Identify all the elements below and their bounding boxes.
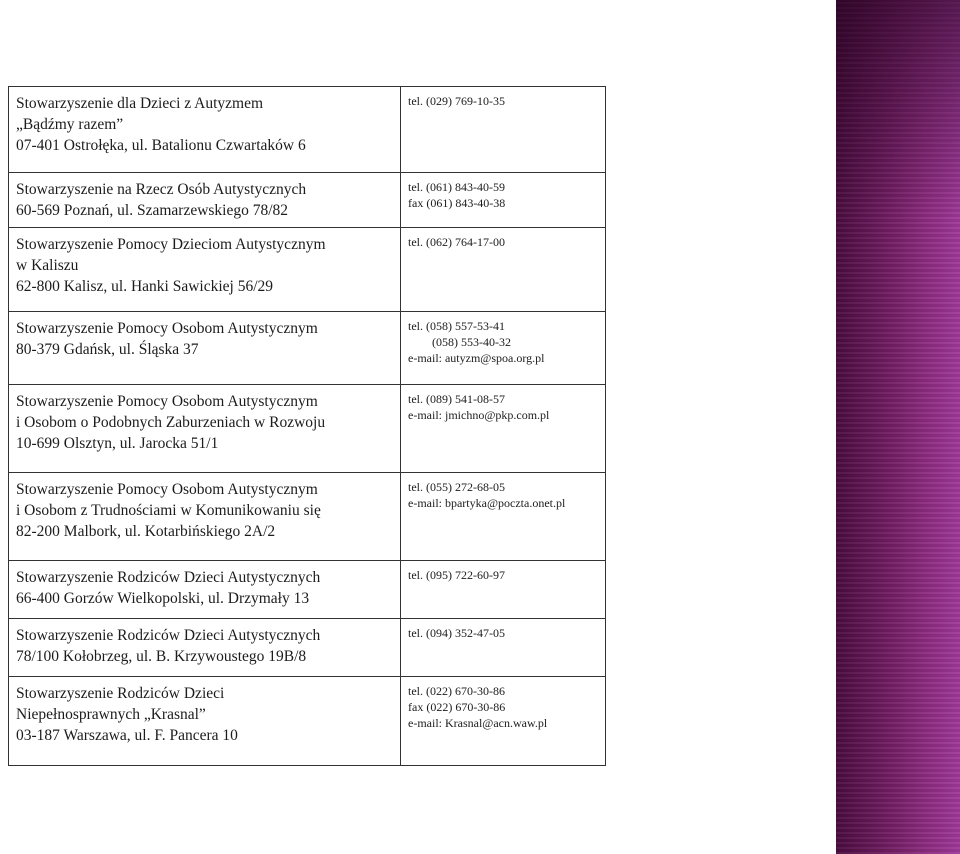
contact-cell — [401, 473, 606, 561]
org-name-continued: i Osobom z Trudnościami w Komunikowaniu się — [16, 502, 321, 519]
org-name-continued: Niepełnosprawnych „Krasnal” — [16, 706, 206, 723]
table-row — [9, 385, 606, 473]
organizations-table — [8, 86, 606, 766]
phone: tel. (089) 541-08-57 — [408, 392, 505, 406]
contact-cell — [401, 173, 606, 228]
org-address: 60-569 Poznań, ul. Szamarzewskiego 78/82 — [16, 202, 289, 219]
org-address: 62-800 Kalisz, ul. Hanki Sawickiej 56/29 — [16, 278, 273, 295]
organization-cell — [9, 561, 401, 619]
table-row — [9, 87, 606, 173]
organization-cell — [9, 677, 401, 766]
email: e-mail: Krasnal@acn.waw.pl — [408, 716, 548, 730]
contact-cell — [401, 561, 606, 619]
org-name: Stowarzyszenie dla Dzieci z Autyzmem — [16, 95, 264, 112]
organization-cell — [9, 385, 401, 473]
phone: tel. (022) 670-30-86 — [408, 684, 505, 698]
decorative-side-bar — [836, 0, 960, 854]
table-row — [9, 561, 606, 619]
fax: fax (061) 843-40-38 — [408, 196, 506, 210]
phone: tel. (062) 764-17-00 — [408, 235, 505, 249]
contact-cell — [401, 312, 606, 385]
contact-cell — [401, 87, 606, 173]
organization-cell — [9, 473, 401, 561]
organization-cell — [9, 312, 401, 385]
org-address: 07-401 Ostrołęka, ul. Batalionu Czwartaków 6 — [16, 137, 306, 154]
contact-cell — [401, 228, 606, 312]
phone: tel. (029) 769-10-35 — [408, 94, 505, 108]
table-row — [9, 677, 606, 766]
org-name-continued: w Kaliszu — [16, 257, 79, 274]
org-name: Stowarzyszenie Rodziców Dzieci Autystycznych — [16, 627, 321, 644]
contact-cell — [401, 677, 606, 766]
org-name: Stowarzyszenie na Rzecz Osób Autystycznych — [16, 181, 307, 198]
org-address: 78/100 Kołobrzeg, ul. B. Krzywoustego 19B/8 — [16, 648, 307, 665]
org-name: Stowarzyszenie Pomocy Dzieciom Autystycznym — [16, 236, 326, 253]
phone: tel. (058) 557-53-41 — [408, 319, 505, 333]
table-row — [9, 228, 606, 312]
phone: tel. (061) 843-40-59 — [408, 180, 505, 194]
phone-secondary: (058) 553-40-32 — [432, 335, 511, 349]
table-row — [9, 312, 606, 385]
table-row — [9, 173, 606, 228]
org-address: 66-400 Gorzów Wielkopolski, ul. Drzymały 13 — [16, 590, 310, 607]
org-address: 03-187 Warszawa, ul. F. Pancera 10 — [16, 727, 238, 744]
email: e-mail: autyzm@spoa.org.pl — [408, 351, 545, 365]
org-address: 80-379 Gdańsk, ul. Śląska 37 — [16, 341, 199, 358]
table-row — [9, 473, 606, 561]
email: e-mail: bpartyka@poczta.onet.pl — [408, 496, 566, 510]
org-address: 10-699 Olsztyn, ul. Jarocka 51/1 — [16, 435, 219, 452]
org-name: Stowarzyszenie Rodziców Dzieci Autystycznych — [16, 569, 321, 586]
phone: tel. (055) 272-68-05 — [408, 480, 505, 494]
fax: fax (022) 670-30-86 — [408, 700, 506, 714]
organization-cell — [9, 173, 401, 228]
email: e-mail: jmichno@pkp.com.pl — [408, 408, 550, 422]
org-name-continued: „Bądźmy razem” — [16, 116, 124, 133]
org-name: Stowarzyszenie Pomocy Osobom Autystycznym — [16, 481, 318, 498]
org-name-continued: i Osobom o Podobnych Zaburzeniach w Rozwoju — [16, 414, 326, 431]
org-address: 82-200 Malbork, ul. Kotarbińskiego 2A/2 — [16, 523, 276, 540]
table-row — [9, 619, 606, 677]
side-bar-shade — [836, 0, 960, 220]
contact-cell — [401, 385, 606, 473]
phone: tel. (094) 352-47-05 — [408, 626, 505, 640]
org-name: Stowarzyszenie Pomocy Osobom Autystycznym — [16, 320, 318, 337]
phone: tel. (095) 722-60-97 — [408, 568, 505, 582]
organization-cell — [9, 619, 401, 677]
org-name: Stowarzyszenie Pomocy Osobom Autystycznym — [16, 393, 318, 410]
contact-cell — [401, 619, 606, 677]
organization-cell — [9, 87, 401, 173]
organization-cell — [9, 228, 401, 312]
org-name: Stowarzyszenie Rodziców Dzieci — [16, 685, 225, 702]
